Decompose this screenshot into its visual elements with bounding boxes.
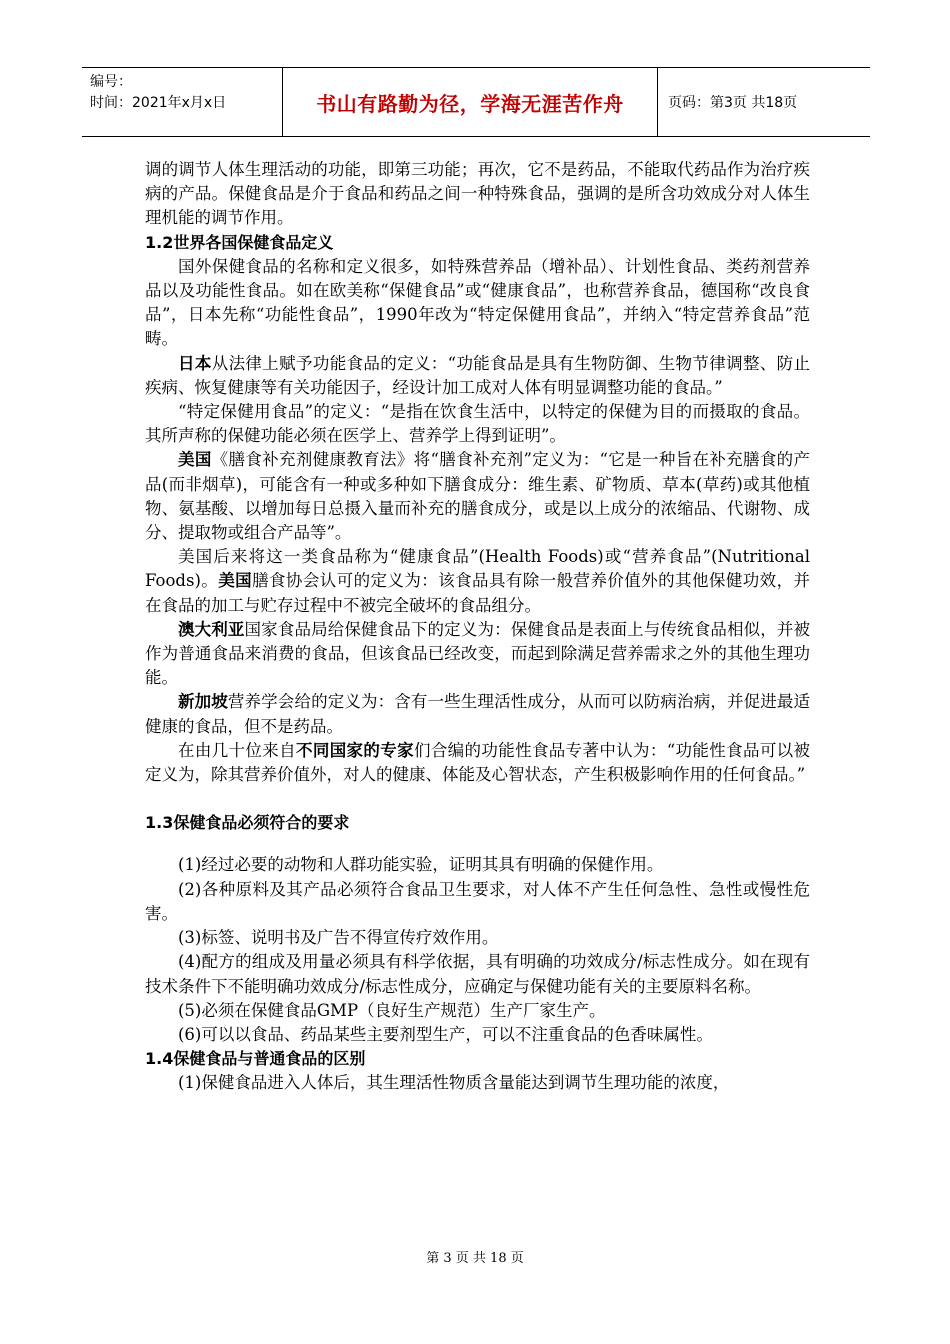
paragraph-japan-definition: “特定保健用食品”的定义：“是指在饮食生活中，以特定的保健为目的而摄取的食品。其所声称的保健功能必须在医学上、营养学上得到证明”。 <box>145 402 810 446</box>
page-footer: 第 3 页 共 18 页 <box>426 1251 524 1266</box>
number-label: 编号： <box>90 74 132 90</box>
paragraph-japan <box>145 352 810 400</box>
experts-text-b: 们合编的功能性食品专著中认为：“功能性食品可以被定义为，除其营养价值外，对人的健康、体能及心智状态，产生积极影响作用的任何食品。” <box>145 740 811 785</box>
paragraph-australia <box>145 618 810 691</box>
requirement-5: (5)必须在保健食品GMP（良好生产规范）生产厂家生产。 <box>178 1000 606 1020</box>
bold-usa-2: 美国 <box>218 571 253 591</box>
bold-australia: 澳大利亚 <box>178 619 245 639</box>
usa2-text-a: 美国后来将这一类食品称为“健康食品”(Health Foods)或“营养食品”(Nutritional Foods)。 <box>145 547 810 591</box>
requirement-4: (4)配方的组成及用量必须具有科学依据，具有明确的功效成分/标志性成分。如在现有技术条件下不能明确功效成分/标志性成分，应确定与保健功能有关的主要原料名称。 <box>145 952 810 996</box>
paragraph-foreign: 国外保健食品的名称和定义很多，如特殊营养品（增补品）、计划性食品、类药剂营养品以及功能性食品。如在欧美称“保健食品”或“健康食品”，也称营养食品，德国称“改良食品”，日本先称“功能性食品”，1990年改为“特定保健用食品”，并纳入“特定营养食品”范畴。 <box>145 256 810 349</box>
paragraph-usa <box>145 448 810 545</box>
heading-1-2: 1.2世界各国保健食品定义 <box>145 232 334 252</box>
spacer <box>145 787 810 811</box>
bold-experts: 不同国家的专家 <box>295 740 414 760</box>
singapore-text: 营养学会给的定义为：含有一些生理活性成分，从而可以防病治病，并促进最适健康的食品，但不是药品。 <box>145 692 811 736</box>
requirement-3: (3)标签、说明书及广告不得宣传疗效作用。 <box>178 928 499 948</box>
header-page-label: 页码：第3页 共18页 <box>668 95 798 111</box>
header-meta <box>82 68 283 136</box>
japan-text: 从法律上赋予功能食品的定义：“功能食品是具有生物防御、生物节律调整、防止疾病、恢复健康等有关功能因子，经设计加工成对人体有明显调整功能的食品。” <box>145 353 811 397</box>
time-label: 时间：2021年x月x日 <box>90 95 227 111</box>
australia-text: 国家食品局给保健食品下的定义为：保健食品是表面上与传统食品相似，并被作为普通食品来消费的食品，但该食品已经改变，而起到除满足营养需求之外的其他生理功能。 <box>145 619 811 688</box>
experts-text-a: 在由几十位来自 <box>178 740 296 760</box>
spacer <box>145 835 810 853</box>
requirement-1: (1)经过必要的动物和人群功能实验，证明其具有明确的保健作用。 <box>178 855 664 875</box>
heading-1-4: 1.4保健食品与普通食品的区别 <box>145 1049 366 1069</box>
header-motto: 书山有路勤为径，学海无涯苦作舟 <box>283 68 658 136</box>
page-header <box>82 67 870 137</box>
document-body <box>145 158 810 1096</box>
paragraph-singapore <box>145 690 810 738</box>
paragraph-intro: 调的调节人体生理活动的功能，即第三功能；再次，它不是药品，不能取代药品作为治疗疾病的产品。保健食品是介于食品和药品之间一种特殊食品，强调的是所含功效成分对人体生理机能的调节作用。 <box>145 160 810 228</box>
requirement-6: (6)可以以食品、药品某些主要剂型生产，可以不注重食品的色香味属性。 <box>178 1024 713 1044</box>
usa2-text-b: 膳食协会认可的定义为：该食品具有除一般营养价值外的其他保健功效，并在食品的加工与贮存过程中不被完全破坏的食品组分。 <box>145 571 811 615</box>
bold-usa: 美国 <box>178 450 212 470</box>
requirement-2: (2)各种原料及其产品必须符合食品卫生要求，对人体不产生任何急性、急性或慢性危害。 <box>145 879 810 923</box>
heading-1-3: 1.3保健食品必须符合的要求 <box>145 813 350 833</box>
paragraph-experts <box>145 739 810 787</box>
paragraph-usa-health-foods <box>145 545 810 618</box>
difference-1: (1)保健食品进入人体后，其生理活性物质含量能达到调节生理功能的浓度， <box>178 1073 730 1093</box>
bold-japan: 日本 <box>178 353 212 373</box>
usa-text: 《膳食补充剂健康教育法》将“膳食补充剂”定义为：“它是一种旨在补充膳食的产品(而非烟草)，可能含有一种或多种如下膳食成分：维生素、矿物质、草本(草药)或其他植物、氨基酸、以增加每日总摄入量而补充的膳食成分，或是以上成分的浓缩品、代谢物、成分、提取物或组合产品等”。 <box>145 450 810 543</box>
bold-singapore: 新加坡 <box>178 692 228 712</box>
